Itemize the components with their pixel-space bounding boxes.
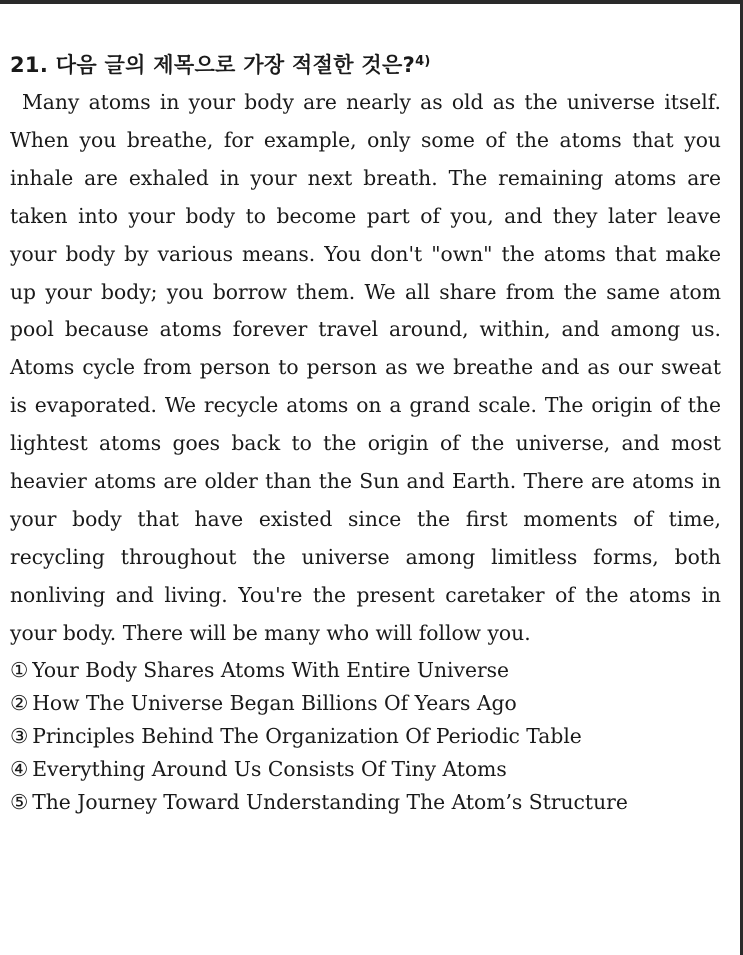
top-border-line (0, 0, 743, 4)
question-block (10, 48, 721, 819)
choice-text: How The Universe Began Billions Of Years Ago (32, 690, 517, 715)
question-prompt: 다음 글의 제목으로 가장 적절한 것은? (55, 53, 416, 77)
passage-text: Many atoms in your body are nearly as old as the universe itself. When you breathe, for example, only some of the atoms that you inhale are exhaled in your next breath. The remaining atoms are taken into your body to become part of you, and they later leave your body by various means. You don't "own" the atoms that make up your body; you borrow them. We all share from the same atom pool because atoms forever travel around, within, and among us. Atoms cycle from person to person as we breathe and as our sweat is evaporated. We recycle atoms on a grand scale. The origin of the lightest atoms goes back to the origin of the universe, and most heavier atoms are older than the Sun and Earth. There are atoms in your body that have existed since the first moments of time, recycling throughout the universe among limitless forms, both nonliving and living. You're the present caretaker of the atoms in your body. There will be many who will follow you. (10, 90, 721, 645)
choice-text: Your Body Shares Atoms With Entire Universe (32, 657, 510, 682)
choice-1[interactable] (10, 654, 721, 687)
choice-number: ② (10, 690, 29, 715)
choice-text: The Journey Toward Understanding The Atom’s Structure (32, 789, 628, 814)
question-title (10, 48, 721, 82)
choice-2[interactable] (10, 687, 721, 720)
choice-number: ① (10, 657, 29, 682)
footnote-marker: 4) (415, 54, 431, 69)
choice-5[interactable] (10, 786, 721, 819)
choice-4[interactable] (10, 753, 721, 786)
choice-text: Everything Around Us Consists Of Tiny Atoms (32, 756, 507, 781)
question-number: 21. (10, 53, 49, 77)
answer-choices (10, 654, 721, 819)
choice-3[interactable] (10, 720, 721, 753)
choice-number: ⑤ (10, 789, 29, 814)
choice-number: ③ (10, 723, 29, 748)
choice-text: Principles Behind The Organization Of Periodic Table (32, 723, 582, 748)
choice-number: ④ (10, 756, 29, 781)
